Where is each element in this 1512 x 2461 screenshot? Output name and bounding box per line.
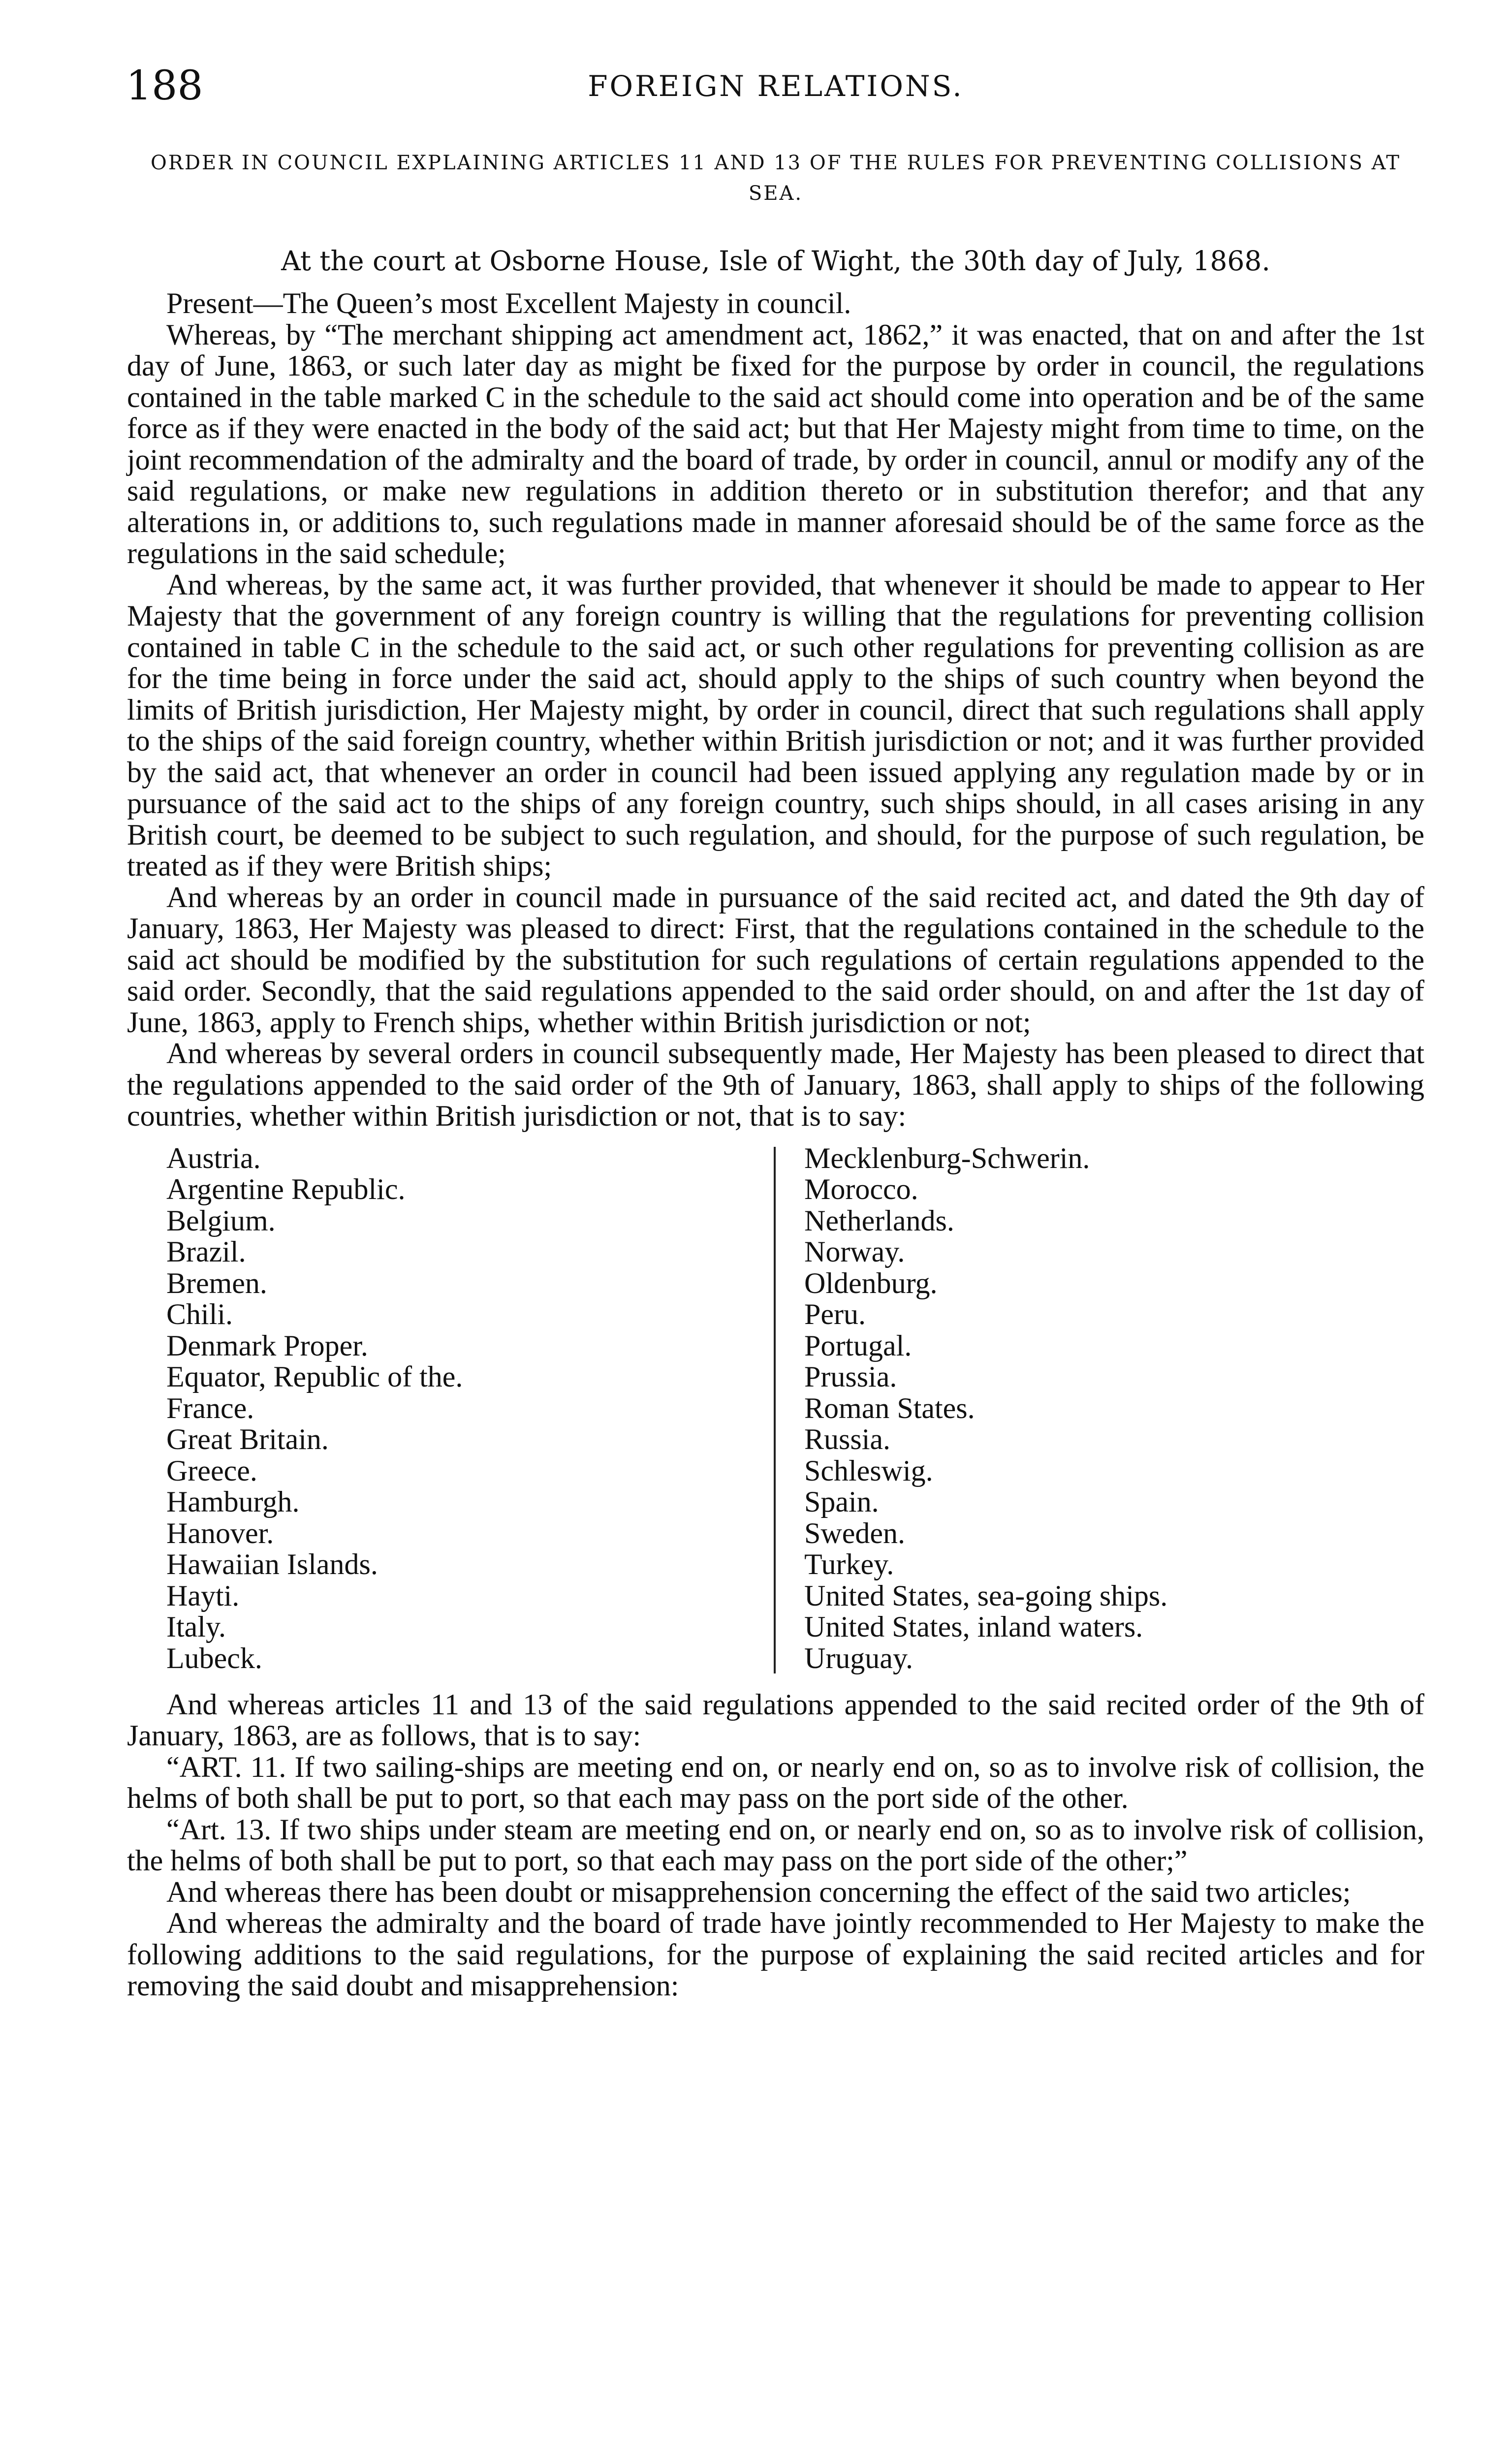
document-body bbox=[127, 288, 1424, 2002]
paragraph-articles-intro: And whereas articles 11 and 13 of the said regulations appended to the said recited order of the 9th of January, 1863, are as follows, that is to say: bbox=[127, 1688, 1424, 1752]
country-column-left bbox=[166, 1143, 757, 1674]
country-item: Austria. bbox=[166, 1141, 261, 1174]
country-item: Norway. bbox=[804, 1235, 905, 1268]
dateline: At the court at Osborne House, Isle of Wight, the 30th day of July, 1868. bbox=[281, 245, 1270, 277]
country-item: Brazil. bbox=[166, 1235, 246, 1268]
country-item: Roman States. bbox=[804, 1391, 975, 1424]
country-item: Portugal. bbox=[804, 1329, 912, 1362]
country-item: Hayti. bbox=[166, 1579, 240, 1612]
country-item: Russia. bbox=[804, 1423, 891, 1455]
paragraph-article-11: “ART. 11. If two sailing-ships are meeting end on, or nearly end on, so as to involve risk of collision, the helms of both shall be put to port, so that each may pass on the port side of the other. bbox=[127, 1750, 1424, 1814]
paragraph-doubt: And whereas there has been doubt or misapprehension concerning the effect of the said two articles; bbox=[166, 1875, 1351, 1908]
page-number: 188 bbox=[126, 63, 203, 109]
country-item: Peru. bbox=[804, 1298, 866, 1330]
paragraph-whereas-1: Whereas, by “The merchant shipping act amendment act, 1862,” it was enacted, that on and after the 1st day of June, 1863, or such later day as might be fixed for the purpose by order in council, the regulations contained in the table marked C in the schedule to the said act should come into operation and be of the same force as if they were enacted in the body of the said act; but that Her Majesty might from time to time, on the joint recommendation of the admiralty and the board of trade, by order in council, annul or modify any of the said regulations, or make new regulations in addition thereto or in substitution therefor; and that any alterations in, or additions to, such regulations made in manner aforesaid should be of the same force as the regulations in the said schedule; bbox=[127, 318, 1424, 569]
country-item: Mecklenburg-Schwerin. bbox=[804, 1141, 1090, 1174]
paragraph-whereas-2: And whereas, by the same act, it was further provided, that whenever it should be made to appear to Her Majesty that the government of any foreign country is willing that the regulations for preventing collision contained in table C in the schedule to the said act, or such other regulations for preventing collision as are for the time being in force under the said act, should apply to the ships of such country when beyond the limits of British jurisdiction, Her Majesty might, by order in council, direct that such regulations shall apply to the ships of the said foreign country, whether within British jurisdiction or not; and it was further provided by the said act, that whenever an order in council had been issued applying any regulation made by or in pursuance of the said act to the ships of any foreign country, such ships should, in all cases arising in any British court, be deemed to be subject to such regulation, and should, for the purpose of such regulation, be treated as if they were British ships; bbox=[127, 568, 1424, 882]
country-item: Italy. bbox=[166, 1610, 226, 1643]
paragraph-article-13: “Art. 13. If two ships under steam are meeting end on, or nearly end on, so as to involve risk of collision, the helms of both shall be put to port, so that each may pass on the port side of the other;” bbox=[127, 1813, 1424, 1877]
paragraph-whereas-4: And whereas by several orders in council subsequently made, Her Majesty has been pleased to direct that the regulations appended to the said order of the 9th of January, 1863, shall apply to ships of the following countries, whether within British jurisdiction or not, that is to say: bbox=[127, 1037, 1424, 1132]
country-item: Hamburgh. bbox=[166, 1485, 300, 1518]
paragraph-recommendation: And whereas the admiralty and the board of trade have jointly recommended to Her Majesty to make the following additions to the said regulations, for the purpose of explaining the said recited articles and for removing the said doubt and misapprehension: bbox=[127, 1907, 1424, 2002]
running-head: FOREIGN RELATIONS. bbox=[588, 69, 964, 103]
country-item: Chili. bbox=[166, 1298, 233, 1330]
country-item: Oldenburg. bbox=[804, 1266, 938, 1299]
country-item: Uruguay. bbox=[804, 1641, 914, 1674]
country-item: Argentine Republic. bbox=[166, 1173, 406, 1205]
country-list bbox=[127, 1143, 1424, 1679]
country-item: Spain. bbox=[804, 1485, 879, 1518]
country-item: United States, inland waters. bbox=[804, 1610, 1143, 1643]
country-item: Hawaiian Islands. bbox=[166, 1548, 378, 1580]
country-item: Turkey. bbox=[804, 1548, 894, 1580]
country-item: Bremen. bbox=[166, 1266, 267, 1299]
country-item: Schleswig. bbox=[804, 1454, 933, 1487]
country-item: Equator, Republic of the. bbox=[166, 1360, 463, 1393]
country-item: France. bbox=[166, 1391, 254, 1424]
country-item: Lubeck. bbox=[166, 1641, 262, 1674]
country-item: United States, sea-going ships. bbox=[804, 1579, 1168, 1612]
country-item: Prussia. bbox=[804, 1360, 897, 1393]
country-item: Netherlands. bbox=[804, 1204, 954, 1237]
country-item: Denmark Proper. bbox=[166, 1329, 368, 1362]
country-item: Greece. bbox=[166, 1454, 257, 1487]
country-column-right bbox=[796, 1143, 1395, 1674]
country-item: Belgium. bbox=[166, 1204, 276, 1237]
paragraph-whereas-3: And whereas by an order in council made in pursuance of the said recited act, and dated the 9th day of January, 1863, Her Majesty was pleased to direct: First, that the regulations contained in the schedule to the said act should be modified by the substitution for such regulations of certain regulations appended to the said order. Secondly, that the said regulations appended to the said order should, on and after the 1st day of June, 1863, apply to French ships, whether within British jurisdiction or not; bbox=[127, 881, 1424, 1039]
page-header bbox=[126, 59, 1425, 113]
country-item: Hanover. bbox=[166, 1516, 274, 1549]
country-item: Sweden. bbox=[804, 1516, 905, 1549]
column-divider bbox=[774, 1147, 776, 1673]
section-title: ORDER IN COUNCIL EXPLAINING ARTICLES 11 AND 13 OF THE RULES FOR PREVENTING COLLISIONS AT SEA. bbox=[151, 152, 1401, 205]
paragraph-present: Present—The Queen’s most Excellent Majesty in council. bbox=[166, 287, 851, 319]
country-item: Great Britain. bbox=[166, 1423, 329, 1455]
country-item: Morocco. bbox=[804, 1173, 918, 1205]
